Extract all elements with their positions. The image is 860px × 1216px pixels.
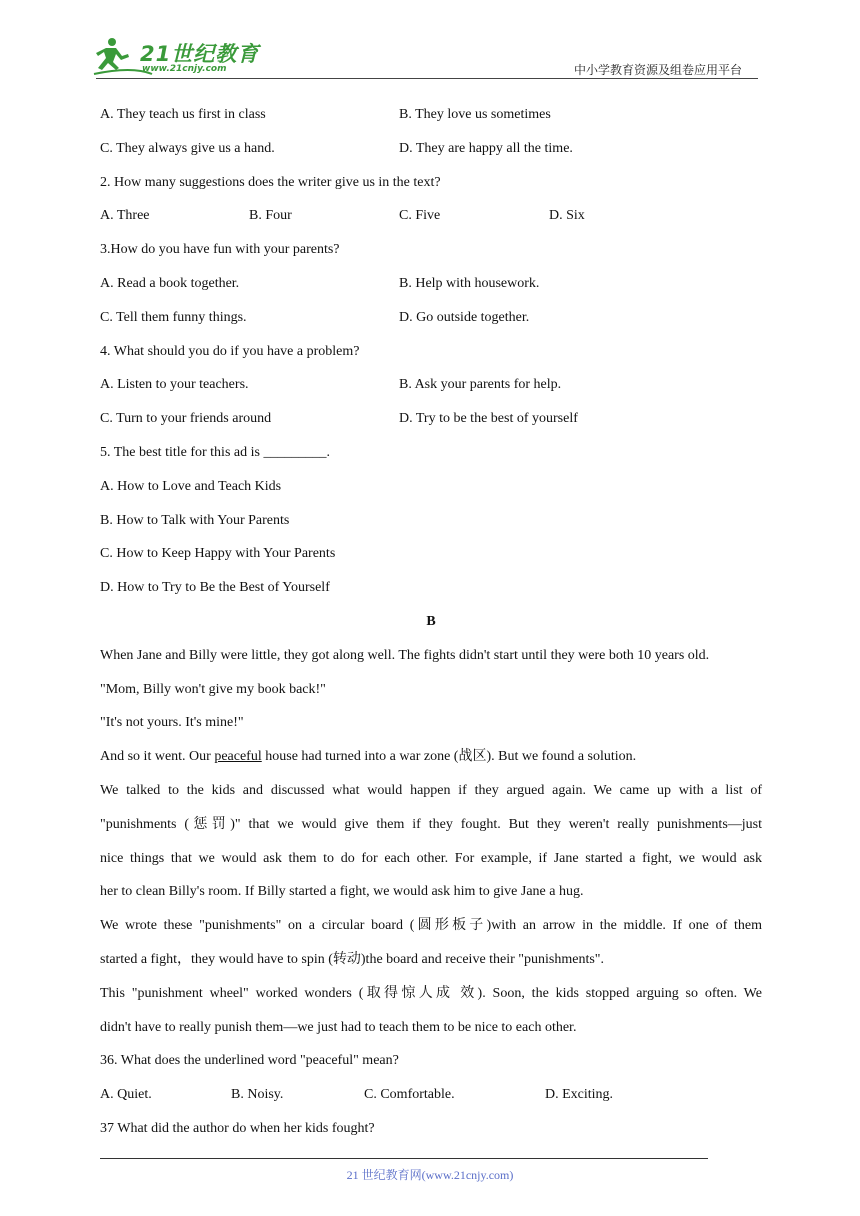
- q3-options-row-1: [100, 267, 762, 301]
- question-36: 36. What does the underlined word "peaceful" mean?: [100, 1053, 399, 1069]
- logo-title: 21世纪教育: [140, 42, 260, 66]
- q1-options-row-2: [100, 132, 762, 166]
- section-heading: B: [426, 613, 436, 629]
- passage-text: And so it went. Our: [100, 749, 215, 765]
- footer-divider: [100, 1158, 708, 1159]
- option-a: A. Quiet.: [100, 1087, 152, 1103]
- option-d: D. Go outside together.: [399, 309, 530, 325]
- option-b: B. Noisy.: [231, 1087, 284, 1103]
- underlined-word: peaceful: [214, 749, 262, 765]
- question-4: 4. What should you do if you have a problem?: [100, 343, 360, 359]
- q1-options-row-1: [100, 98, 762, 132]
- passage-line: her to clean Billy's room. If Billy started a fight, we would ask him to give Jane a hug.: [100, 884, 584, 900]
- option-b: B. Ask your parents for help.: [399, 377, 562, 393]
- q36-options-row: [100, 1078, 762, 1112]
- question-3: 3.How do you have fun with your parents?: [100, 242, 340, 258]
- option-a: A. Three: [100, 208, 150, 224]
- option-a: A. Listen to your teachers.: [100, 377, 249, 393]
- header-divider: [96, 78, 758, 79]
- header-tagline: 中小学教育资源及组卷应用平台: [574, 63, 743, 77]
- option-d: D. Six: [549, 208, 585, 224]
- question-5: 5. The best title for this ad is _________.: [100, 444, 330, 460]
- option-d: D. They are happy all the time.: [399, 140, 573, 156]
- option-b: B. Help with housework.: [399, 275, 540, 291]
- passage-line: This "punishment wheel" worked wonders (取得惊人成 效). Soon, the kids stopped arguing so often. We: [100, 985, 762, 1001]
- option-a: A. How to Love and Teach Kids: [100, 478, 282, 494]
- passage-line: didn't have to really punish them—we just had to teach them to be nice to each other.: [100, 1019, 577, 1035]
- option-d: D. Exciting.: [545, 1087, 614, 1103]
- passage-line: [100, 740, 762, 774]
- q3-options-row-2: [100, 301, 762, 335]
- passage-line: We talked to the kids and discussed what would happen if they argued again. We came up with a list of: [100, 782, 762, 798]
- option-c: C. Tell them funny things.: [100, 309, 247, 325]
- question-2: 2. How many suggestions does the writer give us in the text?: [100, 174, 441, 190]
- q4-options-row-1: [100, 368, 762, 402]
- option-c: C. Five: [399, 208, 441, 224]
- site-logo: [92, 36, 262, 80]
- option-d: D. How to Try to Be the Best of Yourself: [100, 580, 330, 596]
- option-c: C. They always give us a hand.: [100, 140, 275, 156]
- option-b: B. How to Talk with Your Parents: [100, 512, 290, 528]
- option-b: B. They love us sometimes: [399, 107, 551, 122]
- option-c: C. Turn to your friends around: [100, 411, 272, 427]
- passage-text: house had turned into a war zone (战区). But we found a solution.: [261, 749, 637, 765]
- option-b: B. Four: [249, 208, 292, 224]
- passage-line: started a fight，they would have to spin (转动)the board and receive their "punishments".: [100, 951, 605, 967]
- question-37: 37 What did the author do when her kids fought?: [100, 1120, 375, 1136]
- q4-options-row-2: [100, 402, 762, 436]
- option-a: A. They teach us first in class: [100, 107, 266, 122]
- option-c: C. How to Keep Happy with Your Parents: [100, 546, 336, 562]
- passage-line: "punishments (惩罚)" that we would give them if they fought. But they weren't really punishments—just: [100, 816, 762, 832]
- option-c: C. Comfortable.: [364, 1087, 455, 1103]
- passage-line: nice things that we would ask them to do for each other. For example, if Jane started a fight, we would ask: [100, 850, 762, 866]
- option-a: A. Read a book together.: [100, 275, 240, 291]
- logo-url: www.21cnjy.com: [142, 64, 227, 74]
- passage-line: "Mom, Billy won't give my book back!": [100, 681, 326, 697]
- q2-options-row: [100, 199, 762, 233]
- footer-link[interactable]: 21 世纪教育网(www.21cnjy.com): [346, 1168, 514, 1182]
- document-content: [100, 98, 762, 1146]
- option-d: D. Try to be the best of yourself: [399, 411, 578, 427]
- passage-line: "It's not yours. It's mine!": [100, 715, 244, 731]
- passage-line: When Jane and Billy were little, they got along well. The fights didn't start until they were both 10 years old.: [100, 647, 710, 663]
- passage-line: We wrote these "punishments" on a circular board (圆形板子)with an arrow in the middle. If one of them: [100, 918, 762, 934]
